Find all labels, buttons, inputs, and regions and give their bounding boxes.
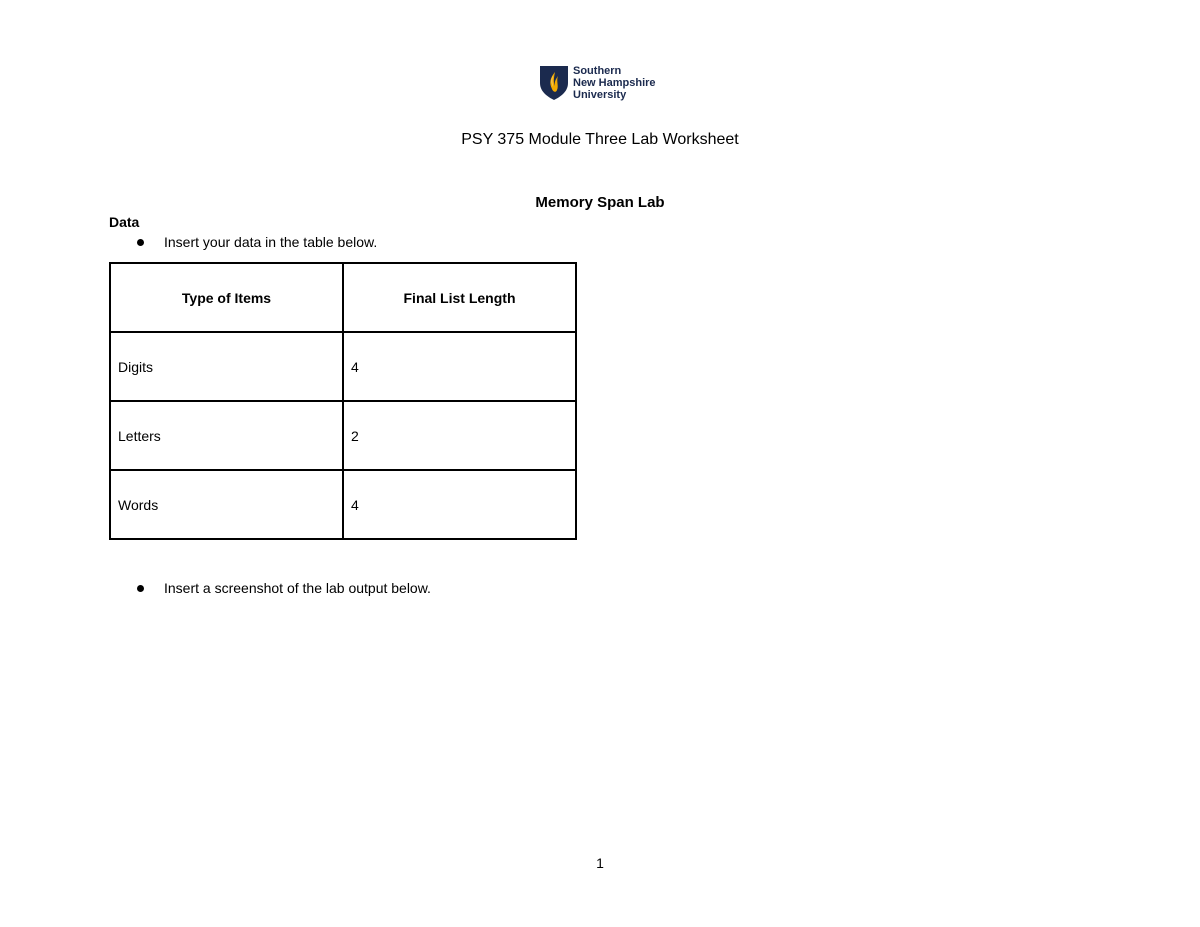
table-header-row <box>110 263 576 332</box>
logo-wordmark <box>573 65 656 101</box>
document-subtitle: Memory Span Lab <box>535 194 665 211</box>
shield-flame-icon <box>539 65 569 101</box>
table-cell[interactable]: Words <box>110 470 343 539</box>
bullet-text: Insert a screenshot of the lab output below. <box>164 580 431 596</box>
data-table <box>109 262 577 540</box>
logo-line-1: Southern <box>573 65 622 77</box>
table-cell[interactable]: 4 <box>343 332 576 401</box>
bullet-dot-icon <box>137 585 144 592</box>
section-heading-data: Data <box>109 214 140 230</box>
column-header: Type of Items <box>110 263 343 332</box>
bullet-item <box>137 580 431 596</box>
table-row <box>110 332 576 401</box>
university-logo <box>539 65 656 101</box>
table-row <box>110 401 576 470</box>
column-header: Final List Length <box>343 263 576 332</box>
table-row <box>110 470 576 539</box>
bullet-dot-icon <box>137 239 144 246</box>
page-number: 1 <box>596 855 604 871</box>
bullet-item <box>137 234 377 250</box>
bullet-text: Insert your data in the table below. <box>164 234 378 250</box>
table-cell[interactable]: 4 <box>343 470 576 539</box>
logo-line-3: University <box>573 89 627 101</box>
table-cell[interactable]: Digits <box>110 332 343 401</box>
table-cell[interactable]: 2 <box>343 401 576 470</box>
logo-line-2: New Hampshire <box>573 77 656 89</box>
document-title: PSY 375 Module Three Lab Worksheet <box>461 131 739 148</box>
table-cell[interactable]: Letters <box>110 401 343 470</box>
